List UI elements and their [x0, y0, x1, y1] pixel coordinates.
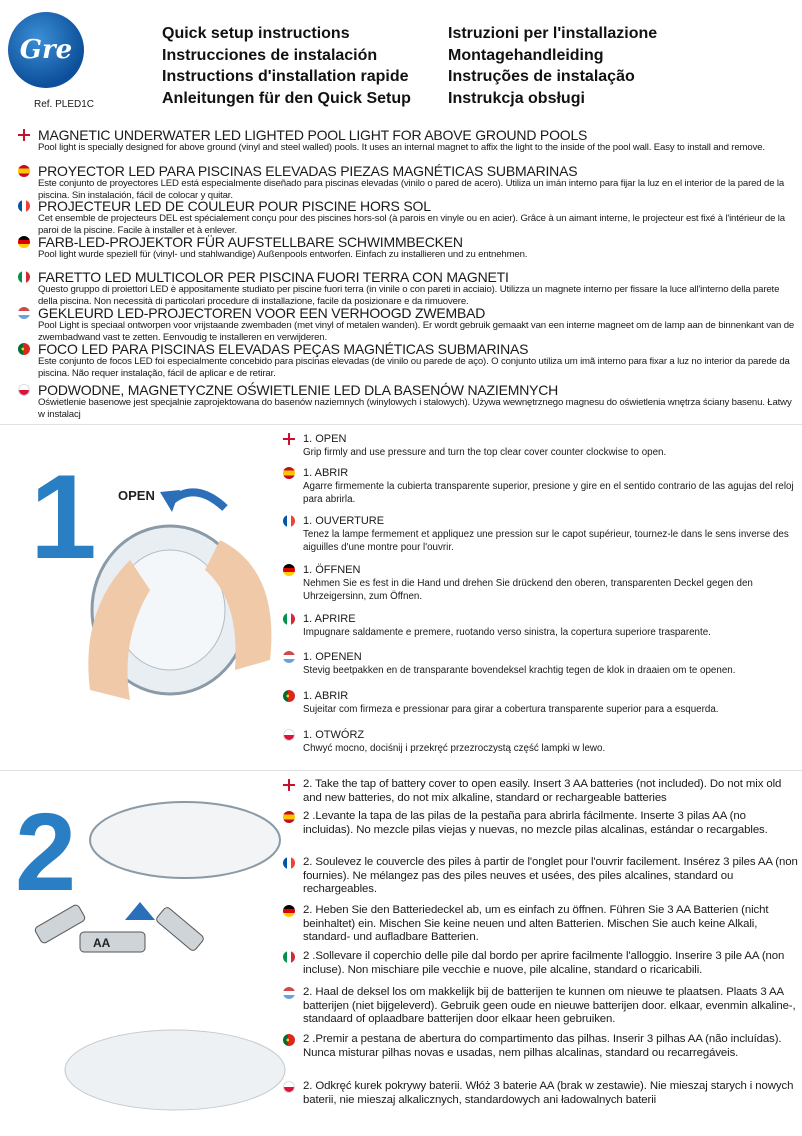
flag-fr-icon [283, 515, 295, 527]
flag-nl-icon [18, 307, 30, 319]
step2-item-text: 2. Soulevez le couvercle des piles à partir de l'onglet pour l'ouvrir facilement. Insérez 3 piles AA (non fournies). Ne mélangez pas des piles neuves et usées, des piles alcalines, standard ou rechargeables. [303, 856, 798, 895]
flag-es-icon [283, 467, 295, 479]
title: Instruções de instalação [448, 68, 635, 85]
title: Quick setup instructions [162, 25, 350, 42]
step2-item-text: 2. Take the tap of battery cover to open easily. Insert 3 AA batteries (not included). Do not mix old and new batteries, do not mix alkaline, standard or rechargeable batteries [303, 778, 782, 804]
step2-item-text: 2 .Premir a pestana de abertura do compartimento das pilhas. Inserir 3 pilhas AA (não incluídas). Nunca misturar pilhas novas e usadas, nem pilhas alcalinas, standard ou recarregáveis. [303, 1033, 782, 1059]
intro-heading: PROYECTOR LED PARA PISCINAS ELEVADAS PIEZAS MAGNÉTICAS SUBMARINAS [38, 163, 578, 179]
flag-pl-icon [283, 1081, 295, 1093]
title: Anleitungen für den Quick Setup [162, 89, 411, 107]
step1-item-text: Stevig beetpakken en de transparante bovendeksel krachtig tegen de klok in draaien om te openen. [303, 665, 736, 676]
reference-number: Ref. PLED1C [34, 99, 95, 110]
intro-heading: MAGNETIC UNDERWATER LED LIGHTED POOL LIGHT FOR ABOVE GROUND POOLS [38, 127, 588, 143]
flag-es-icon [18, 165, 30, 177]
title: Instrukcja obsługi [448, 89, 585, 107]
step1-item [303, 563, 798, 603]
intro-entry [38, 164, 798, 201]
step1-item [303, 728, 798, 755]
step2-item-text: 2 .Levante la tapa de las pilas de la pestaña para abrirla fácilmente. Inserte 3 pilas AA (no incluidas). No mezcle pilas viejas y nuevas, no mezcle pilas alcalinas, estándar o recargables. [303, 810, 768, 836]
flag-it-icon [283, 613, 295, 625]
step1-item-text: Grip firmly and use pressure and turn the top clear cover counter clockwise to open. [303, 447, 667, 458]
flag-de-icon [283, 564, 295, 576]
intro-heading: FARETTO LED MULTICOLOR PER PISCINA FUORI TERRA CON MAGNETI [38, 269, 509, 285]
step1-item-title: 1. ABRIR [303, 690, 349, 702]
step1-item-title: 1. OPENEN [303, 651, 362, 663]
intro-heading: GEKLEURD LED-PROJECTOREN VOOR EEN VERHOOGD ZWEMBAD [38, 305, 486, 321]
step1-item [303, 514, 798, 554]
intro-text: Este conjunto de proyectores LED está especialmente diseñado para piscinas elevadas (vinilo o pared de acero). Utiliza un imán interno para fijar la luz en el interior de la pared de la piscina. Sin instalación, fácil de colocar y quitar. [38, 178, 785, 201]
step1-item-title: 1. OUVERTURE [303, 515, 385, 527]
flag-en-icon [283, 433, 295, 445]
step1-item [303, 689, 798, 716]
open-label: OPEN [118, 488, 155, 503]
battery-cover-icon [90, 802, 280, 878]
intro-heading: PROJECTEUR LED DE COULEUR POUR PISCINE HORS SOL [38, 198, 431, 214]
intro-entry [38, 235, 798, 261]
step1-item-title: 1. ABRIR [303, 467, 349, 479]
intro-entry [38, 306, 798, 343]
step1-item-text: Agarre firmemente la cubierta transparente superior, presione y gire en el sentido contrario de las agujas del reloj para abrirla. [303, 481, 794, 505]
title: Instructions d'installation rapide [162, 68, 409, 85]
intro-heading: FARB-LED-PROJEKTOR FÜR AUFSTELLBARE SCHWIMMBECKEN [38, 234, 463, 250]
flag-pt-icon [283, 690, 295, 702]
step1-item-text: Impugnare saldamente e premere, ruotando verso sinistra, la copertura superiore trasparente. [303, 627, 711, 638]
step1-item [303, 466, 798, 506]
step1-item [303, 650, 798, 677]
step1-item-text: Nehmen Sie es fest in die Hand und drehen Sie drückend den oberen, transparenten Deckel gegen den Uhrzeigersinn, zum Öffnen. [303, 578, 753, 602]
step2-item-text: 2. Haal de deksel los om makkelijk bij de batterijen te kunnen om nieuwe te plaatsen. Plaats 3 AA batterijen (niet bijgeleverd). Gebruik geen oude en nieuwe batterijen door. elkaar, evenmin alkaline-, standaard of oplaadbare batterijen door elkaar heen gebruiken. [303, 986, 796, 1025]
step1-item-text: Chwyć mocno, dociśnij i przekręć przezroczystą część lampki w lewo. [303, 743, 606, 754]
battery-icon [80, 932, 145, 952]
intro-heading: PODWODNE, MAGNETYCZNE OŚWIETLENIE LED DLA BASENÓW NAZIEMNYCH [38, 382, 559, 398]
flag-pt-icon [18, 343, 30, 355]
step1-item-text: Tenez la lampe fermement et appliquez une pression sur le capot supérieur, tournez-le dans le sens inverse des aiguilles d'une montre pour l'ouvrir. [303, 529, 789, 553]
flag-nl-icon [283, 651, 295, 663]
intro-text: Questo gruppo di proiettori LED è appositamente studiato per piscine fuori terra (in vinile o con pareti in acciaio). Utilizza un magnete interno per fissare la luce all'interno della parete della piscina. Non necessità di particolari procedure di installazione, facile da posizionare e da rimuovere. [38, 284, 780, 307]
flag-pt-icon [283, 1034, 295, 1046]
step1-item-title: 1. OPEN [303, 433, 347, 445]
step1-item [303, 432, 798, 459]
step1-item [303, 612, 798, 639]
flag-it-icon [283, 951, 295, 963]
step1-illustration [20, 440, 290, 740]
intro-entry [38, 383, 798, 420]
step2-item-text: 2. Odkręć kurek pokrywy baterii. Włóż 3 baterie AA (brak w zestawie). Nie mieszaj starych i nowych baterii, nie mieszaj alkalicznych, standardowych ani ładowalnych baterii [303, 1080, 794, 1106]
intro-text: Cet ensemble de projecteurs DEL est spécialement conçu pour des piscines hors-sol (à parois en vinyle ou en acier). Grâce à un aimant interne, le projecteur est fixé à l'intérieur de la paroi de la piscine. Facile à installer et à enlever. [38, 213, 785, 236]
titles-left [162, 23, 411, 109]
gre-logo: Gre [8, 12, 84, 88]
flag-it-icon [18, 271, 30, 283]
step2-item-text: 2. Heben Sie den Batteriedeckel ab, um es einfach zu öffnen. Führen Sie 3 AA Batterien (nicht beinhaltet) ein. Mischen Sie keine neuen und alten Batterien. Mischen Sie auch keine Alkali, standard- und aufladbare Batterien. [303, 904, 769, 943]
step1-item-title: 1. APRIRE [303, 613, 356, 625]
step2-item-text: 2 .Sollevare il coperchio delle pile dal bordo per aprire facilmente l'alloggio. Inserire 3 pile AA (non incluse). Non mischiare pile vecchie e nuove, pile alcaline, standard o ricaricabili. [303, 950, 785, 976]
intro-entry [38, 270, 798, 307]
intro-entry [38, 128, 798, 154]
flag-fr-icon [283, 857, 295, 869]
intro-text: Pool light wurde speziell für (vinyl- und stahlwandige) Außenpools entworfen. Einfach zu installieren und zu entnehmen. [38, 249, 528, 260]
svg-text:AA: AA [93, 936, 111, 950]
flag-de-icon [283, 905, 295, 917]
step1-item-text: Sujeitar com firmeza e pressionar para girar a cobertura transparente superior para a esquerda. [303, 704, 719, 715]
intro-text: Este conjunto de focos LED foi especialmente concebido para piscinas elevadas (de vinilo ou parede de aço). O conjunto utiliza um imã interno para fixar a luz no interior da parede da piscina. Não requer instalação, fácil de aplicar e de retirar. [38, 356, 790, 379]
title: Montagehandleiding [448, 46, 604, 64]
step1-item-title: 1. OTWÓRZ [303, 729, 365, 741]
intro-entry [38, 199, 798, 236]
intro-entry [38, 342, 798, 379]
title: Istruzioni per l'installazione [448, 25, 658, 42]
step-number: 2 [15, 791, 77, 914]
intro-text: Pool Light is speciaal ontworpen voor vrijstaande zwembaden (met vinyl of metalen wanden). Er wordt gebruik gemaakt van een interne magneet om de lamp aan de binnenkant van de zwembadwand vast te zetten. Eenvoudig te installeren en verwijderen. [38, 320, 795, 343]
titles-right [448, 23, 657, 109]
intro-text: Oświetlenie basenowe jest specjalnie zaprojektowana do basenów naziemnych (winylowych i stalowych). Używa wewnętrznego magnesu do oświetlenia wnętrza ściany basenu. Łatwy w instalacj [38, 397, 792, 420]
flag-en-icon [18, 129, 30, 141]
arrow-up-icon [125, 902, 155, 920]
flag-nl-icon [283, 987, 295, 999]
intro-heading: FOCO LED PARA PISCINAS ELEVADAS PEÇAS MAGNÉTICAS SUBMARINAS [38, 341, 529, 357]
step-number: 1 [30, 450, 97, 584]
flag-de-icon [18, 236, 30, 248]
flag-fr-icon [18, 200, 30, 212]
flag-pl-icon [18, 384, 30, 396]
flag-pl-icon [283, 729, 295, 741]
step1-item-title: 1. ÖFFNEN [303, 564, 361, 576]
intro-text: Pool light is specially designed for above ground (vinyl and steel walled) pools. It uses an internal magnet to affix the light to the inside of the pool wall. Easy to install and remove. [38, 142, 765, 153]
title: Instrucciones de instalación [162, 46, 378, 64]
battery-icon [155, 906, 205, 952]
step2-illustration [15, 790, 290, 1120]
flag-en-icon [283, 779, 295, 791]
flag-es-icon [283, 811, 295, 823]
